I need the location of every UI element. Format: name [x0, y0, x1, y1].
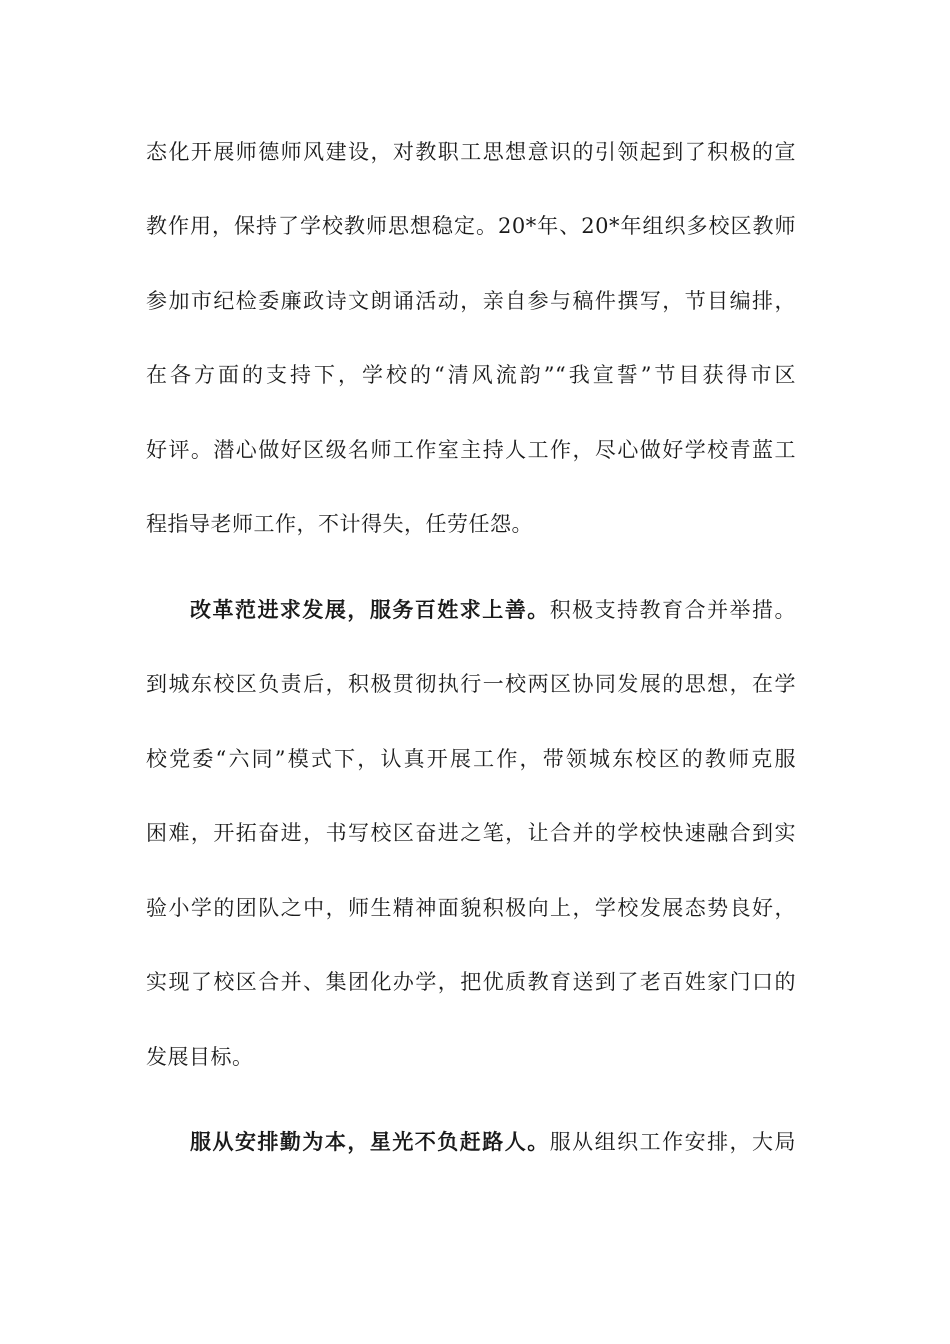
paragraph-line: 发展目标。 [146, 1045, 254, 1069]
paragraph-line: 教作用，保持了学校教师思想稳定。20*年、20*年组织多校区教师 [146, 214, 796, 238]
paragraph-line: 程指导老师工作，不计得失，任劳任怨。 [146, 512, 533, 536]
paragraph-line: 好评。潜心做好区级名师工作室主持人工作，尽心做好学校青蓝工 [146, 438, 796, 462]
paragraph-text: 积极支持教育合并举措。 [549, 598, 797, 622]
paragraph-line: 在各方面的支持下，学校的“清风流韵”“我宣誓”节目获得市区 [146, 363, 796, 387]
paragraph-first-line [190, 596, 796, 624]
paragraph-line: 到城东校区负责后，积极贯彻执行一校两区协同发展的思想，在学 [146, 672, 796, 696]
paragraph-line: 困难，开拓奋进，书写校区奋进之笔，让合并的学校快速融合到实 [146, 821, 796, 845]
paragraph-text: 服从组织工作安排，大局 [549, 1130, 797, 1154]
paragraph-line: 实现了校区合并、集团化办学，把优质教育送到了老百姓家门口的 [146, 970, 796, 994]
paragraph-line: 态化开展师德师风建设，对教职工思想意识的引领起到了积极的宣 [146, 140, 796, 164]
paragraph-line: 参加市纪检委廉政诗文朗诵活动，亲自参与稿件撰写，节目编排， [146, 289, 796, 313]
paragraph-heading: 改革范进求发展，服务百姓求上善。 [190, 597, 550, 622]
paragraph-first-line [190, 1128, 796, 1156]
paragraph-line: 验小学的团队之中，师生精神面貌积极向上，学校发展态势良好， [146, 896, 796, 920]
paragraph-heading: 服从安排勤为本，星光不负赶路人。 [190, 1129, 550, 1154]
paragraph-line: 校党委“六同”模式下，认真开展工作，带领城东校区的教师克服 [146, 747, 796, 771]
